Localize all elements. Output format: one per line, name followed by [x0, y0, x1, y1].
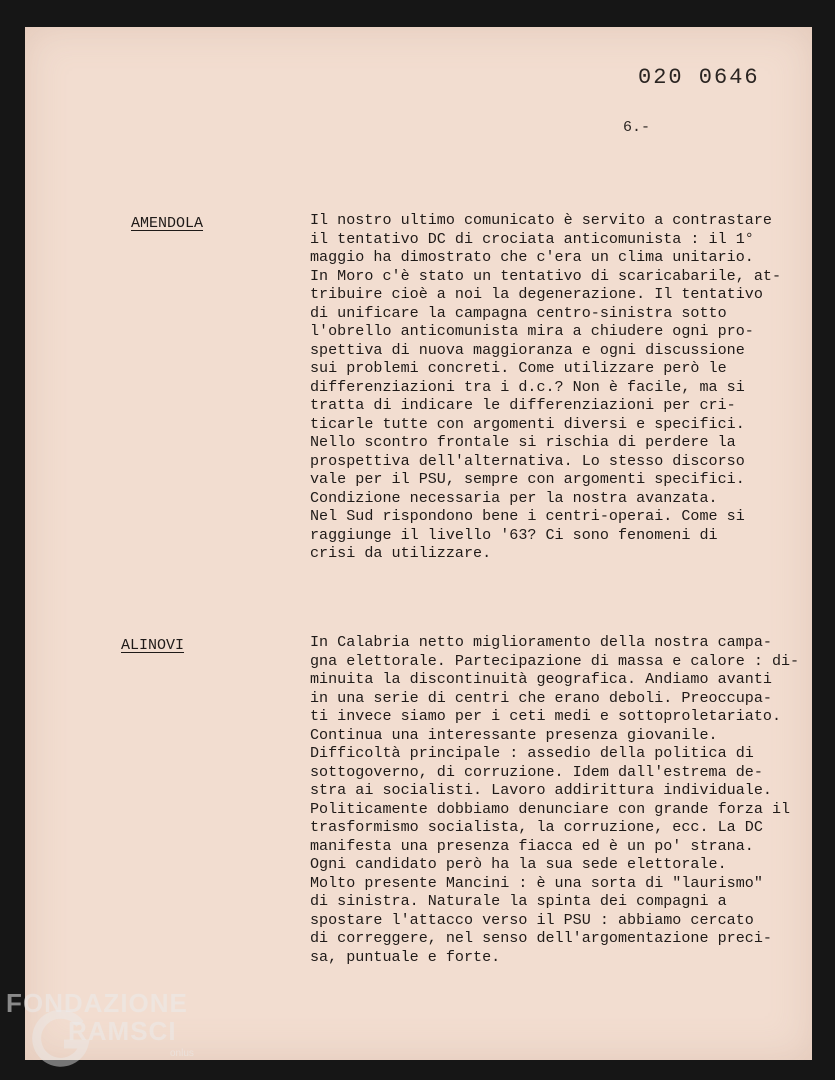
text-line: ti invece siamo per i ceti medi e sottoproletariato.	[310, 707, 782, 725]
text-line: spostare l'attacco verso il PSU : abbiamo cercato	[310, 910, 754, 929]
text-line: stra ai socialisti. Lavoro addirittura individuale.	[310, 781, 772, 799]
text-line: spettiva di nuova maggioranza e ogni discussione	[310, 340, 745, 359]
watermark-line-2: RAMSCI	[68, 1016, 177, 1046]
text-line: di correggere, nel senso dell'argomentazione preci-	[310, 929, 772, 947]
text-line: sa, puntuale e forte.	[310, 947, 501, 966]
speaker-alinovi: ALINOVI	[121, 637, 185, 654]
text-line: in una serie di centri che erano deboli. Preoccupa-	[310, 688, 772, 707]
speech-alinovi	[310, 633, 805, 966]
text-line: vale per il PSU, sempre con argomenti specifici.	[310, 470, 745, 488]
text-line: Ogni candidato però ha la sua sede elettorale.	[310, 855, 727, 873]
text-line: l'obrello anticomunista mira a chiudere ogni pro-	[310, 322, 754, 340]
text-line: sottogoverno, di corruzione. Idem dall'estrema de-	[310, 762, 763, 781]
text-line: il tentativo DC di crociata anticomunista : il 1°	[310, 229, 754, 248]
speaker-amendola: AMENDOLA	[131, 215, 204, 232]
text-line: manifesta una presenza fiacca ed è un po' strana.	[310, 836, 754, 855]
text-line: differenziazioni tra i d.c.? Non è facile, ma si	[310, 377, 745, 396]
speech-amendola	[310, 211, 805, 563]
text-line: Nello scontro frontale si rischia di perdere la	[310, 433, 736, 451]
text-line: sui problemi concreti. Come utilizzare però le	[310, 359, 727, 377]
text-line: tratta di indicare le differenziazioni per cri-	[310, 396, 736, 414]
text-line: Politicamente dobbiamo denunciare con grande forza il	[310, 799, 791, 818]
text-line: minuita la discontinuità geografica. Andiamo avanti	[310, 670, 772, 688]
text-line: ticarle tutte con argomenti diversi e specifici.	[310, 414, 745, 433]
text-line: Molto presente Mancini : è una sorta di "laurismo"	[310, 873, 763, 892]
document-number: 020 0646	[638, 65, 760, 90]
text-line: Difficoltà principale : assedio della politica di	[310, 744, 754, 762]
text-line: Continua una interessante presenza giovanile.	[310, 725, 718, 744]
text-line: Condizione necessaria per la nostra avanzata.	[310, 488, 718, 507]
text-line: prospettiva dell'alternativa. Lo stesso discorso	[310, 451, 745, 470]
text-line: In Moro c'è stato un tentativo di scaricabarile, at-	[310, 266, 782, 285]
fondazione-gramsci-watermark	[6, 988, 216, 1068]
document-page	[25, 27, 812, 1060]
text-line: In Calabria netto miglioramento della nostra campa-	[310, 633, 772, 651]
text-line: Il nostro ultimo comunicato è servito a contrastare	[310, 211, 772, 229]
page-number: 6.-	[623, 119, 651, 136]
text-line: gna elettorale. Partecipazione di massa e calore : di-	[310, 651, 800, 670]
text-line: maggio ha dimostrato che c'era un clima unitario.	[310, 248, 754, 266]
watermark-line-1: FONDAZIONE	[6, 988, 188, 1018]
text-line: crisi da utilizzare.	[310, 544, 492, 562]
text-line: di sinistra. Naturale la spinta dei compagni a	[310, 892, 727, 910]
text-line: Nel Sud rispondono bene i centri-operai. Come si	[310, 507, 745, 525]
text-line: di unificare la campagna centro-sinistra sotto	[310, 303, 727, 322]
text-line: tribuire cioè a noi la degenerazione. Il tentativo	[310, 285, 763, 303]
text-line: trasformismo socialista, la corruzione, ecc. La DC	[310, 818, 763, 836]
text-line: raggiunge il livello '63? Ci sono fenomeni di	[310, 525, 718, 544]
watermark-line-3: onlus	[170, 1048, 194, 1059]
